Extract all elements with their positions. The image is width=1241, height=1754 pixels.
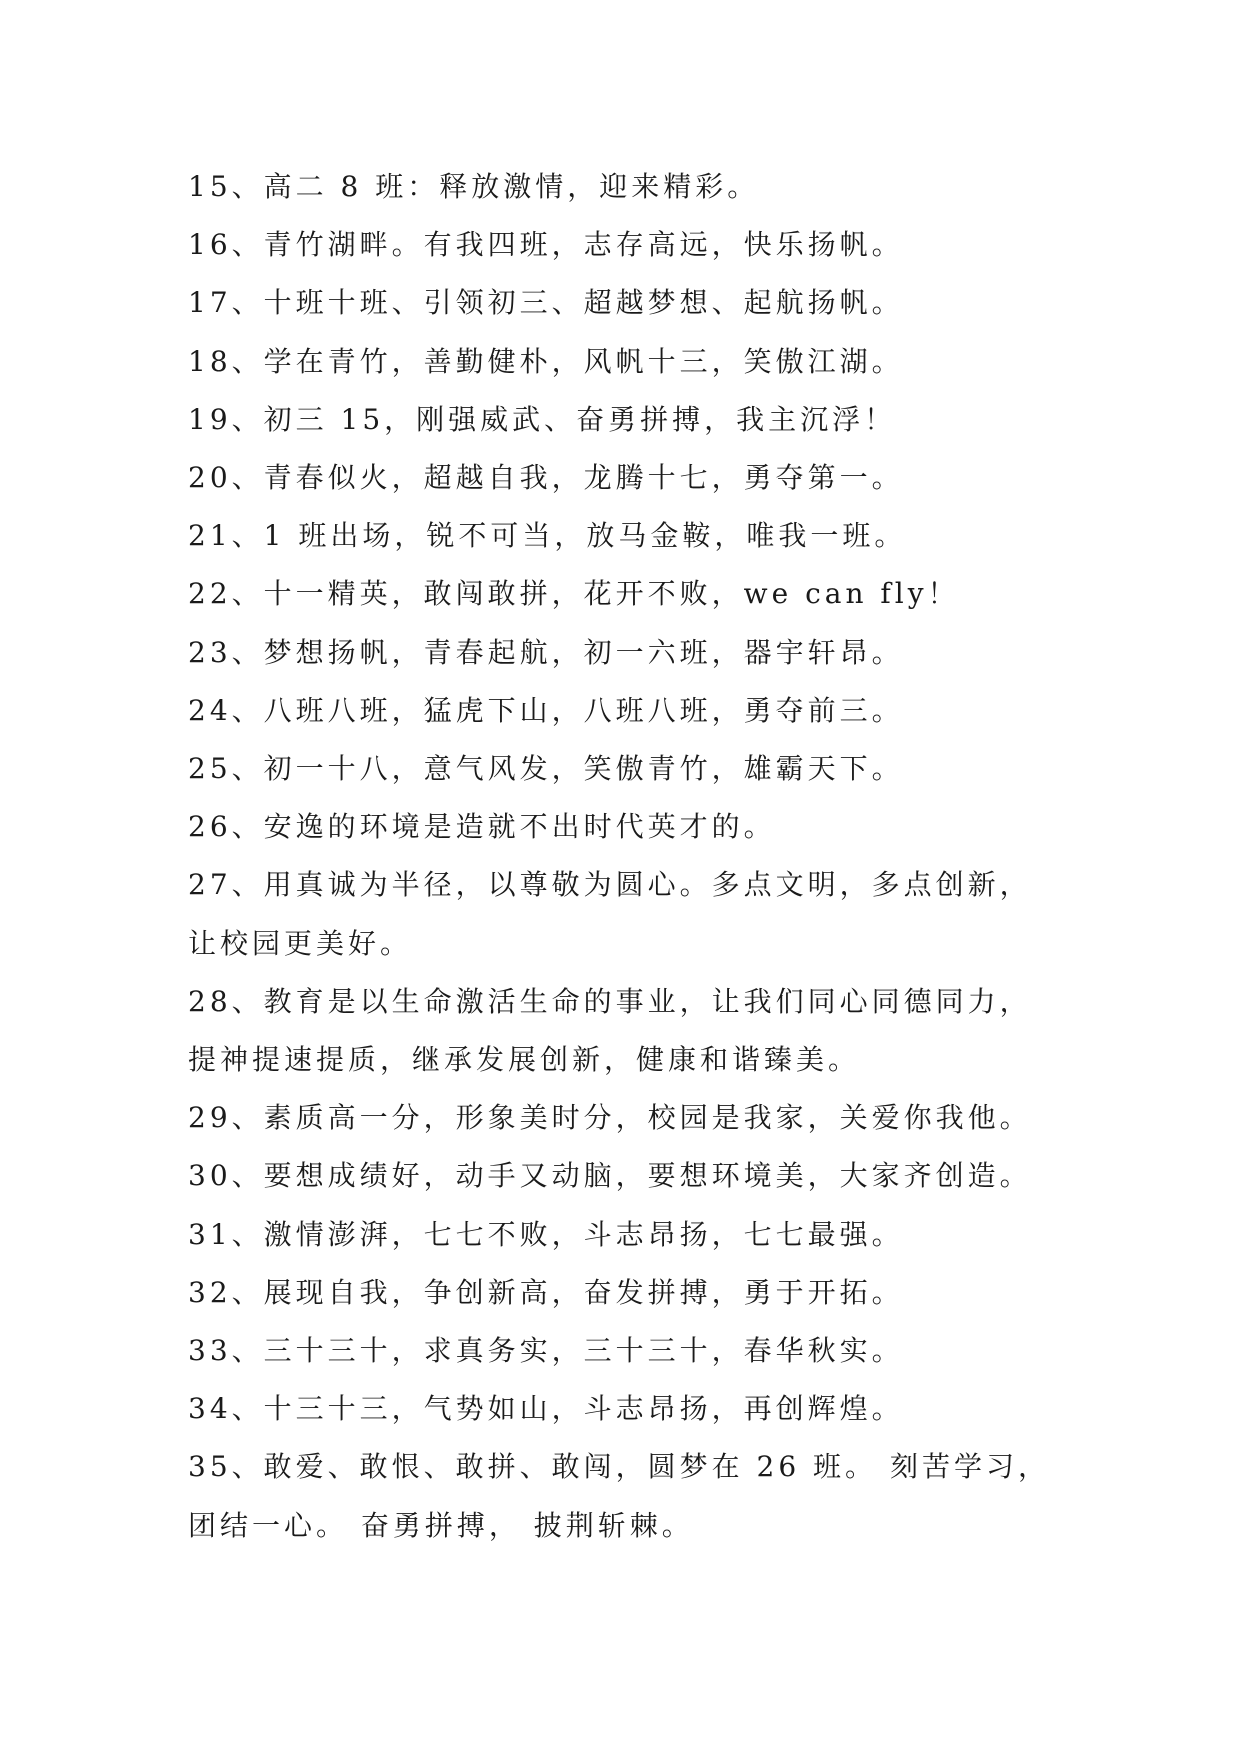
line-31: 31、激情澎湃，七七不败，斗志昂扬，七七最强。 [188,1217,904,1251]
line-19: 19、初三 15，刚强威武、奋勇拼搏，我主沉浮！ [188,402,897,436]
line-16: 16、青竹湖畔。有我四班，志存高远，快乐扬帆。 [188,228,904,262]
line-23: 23、梦想扬帆，青春起航，初一六班，器宇轩昂。 [188,635,904,669]
line-17: 17、十班十班、引领初三、超越梦想、起航扬帆。 [188,286,904,320]
line-29: 29、素质高一分，形象美时分，校园是我家，关爱你我他。 [188,1101,1032,1135]
line-27-cont: 让校园更美好。 [188,926,413,960]
document-body [188,158,1078,1555]
line-34: 34、十三十三，气势如山，斗志昂扬，再创辉煌。 [188,1392,904,1426]
line-32: 32、展现自我，争创新高，奋发拼搏，勇于开拓。 [188,1275,904,1309]
line-26: 26、安逸的环境是造就不出时代英才的。 [188,810,776,844]
line-24: 24、八班八班，猛虎下山，八班八班，勇夺前三。 [188,693,904,727]
line-33: 33、三十三十，求真务实，三十三十，春华秋实。 [188,1334,904,1368]
line-25: 25、初一十八，意气风发，笑傲青竹，雄霸天下。 [188,752,904,786]
line-27: 27、用真诚为半径，以尊敬为圆心。多点文明，多点创新， [188,868,1032,902]
line-21: 21、1 班出场，锐不可当，放马金鞍，唯我一班。 [188,519,907,553]
line-20: 20、青春似火，超越自我，龙腾十七，勇夺第一。 [188,461,904,495]
line-18: 18、学在青竹，善勤健朴，风帆十三，笑傲江湖。 [188,344,904,378]
line-35: 35、敢爱、敢恨、敢拼、敢闯，圆梦在 26 班。 刻苦学习， [188,1450,1050,1484]
line-28: 28、教育是以生命激活生命的事业，让我们同心同德同力， [188,984,1032,1018]
line-28-cont: 提神提速提质，继承发展创新，健康和谐臻美。 [188,1043,861,1077]
line-30: 30、要想成绩好，动手又动脑，要想环境美，大家齐创造。 [188,1159,1032,1193]
line-22: 22、十一精英，敢闯敢拼，花开不败，we can fly！ [188,577,960,611]
line-15: 15、高二 8 班：释放激情，迎来精彩。 [188,170,760,203]
line-35-cont: 团结一心。 奋勇拼搏， 披荆斩棘。 [188,1508,694,1542]
